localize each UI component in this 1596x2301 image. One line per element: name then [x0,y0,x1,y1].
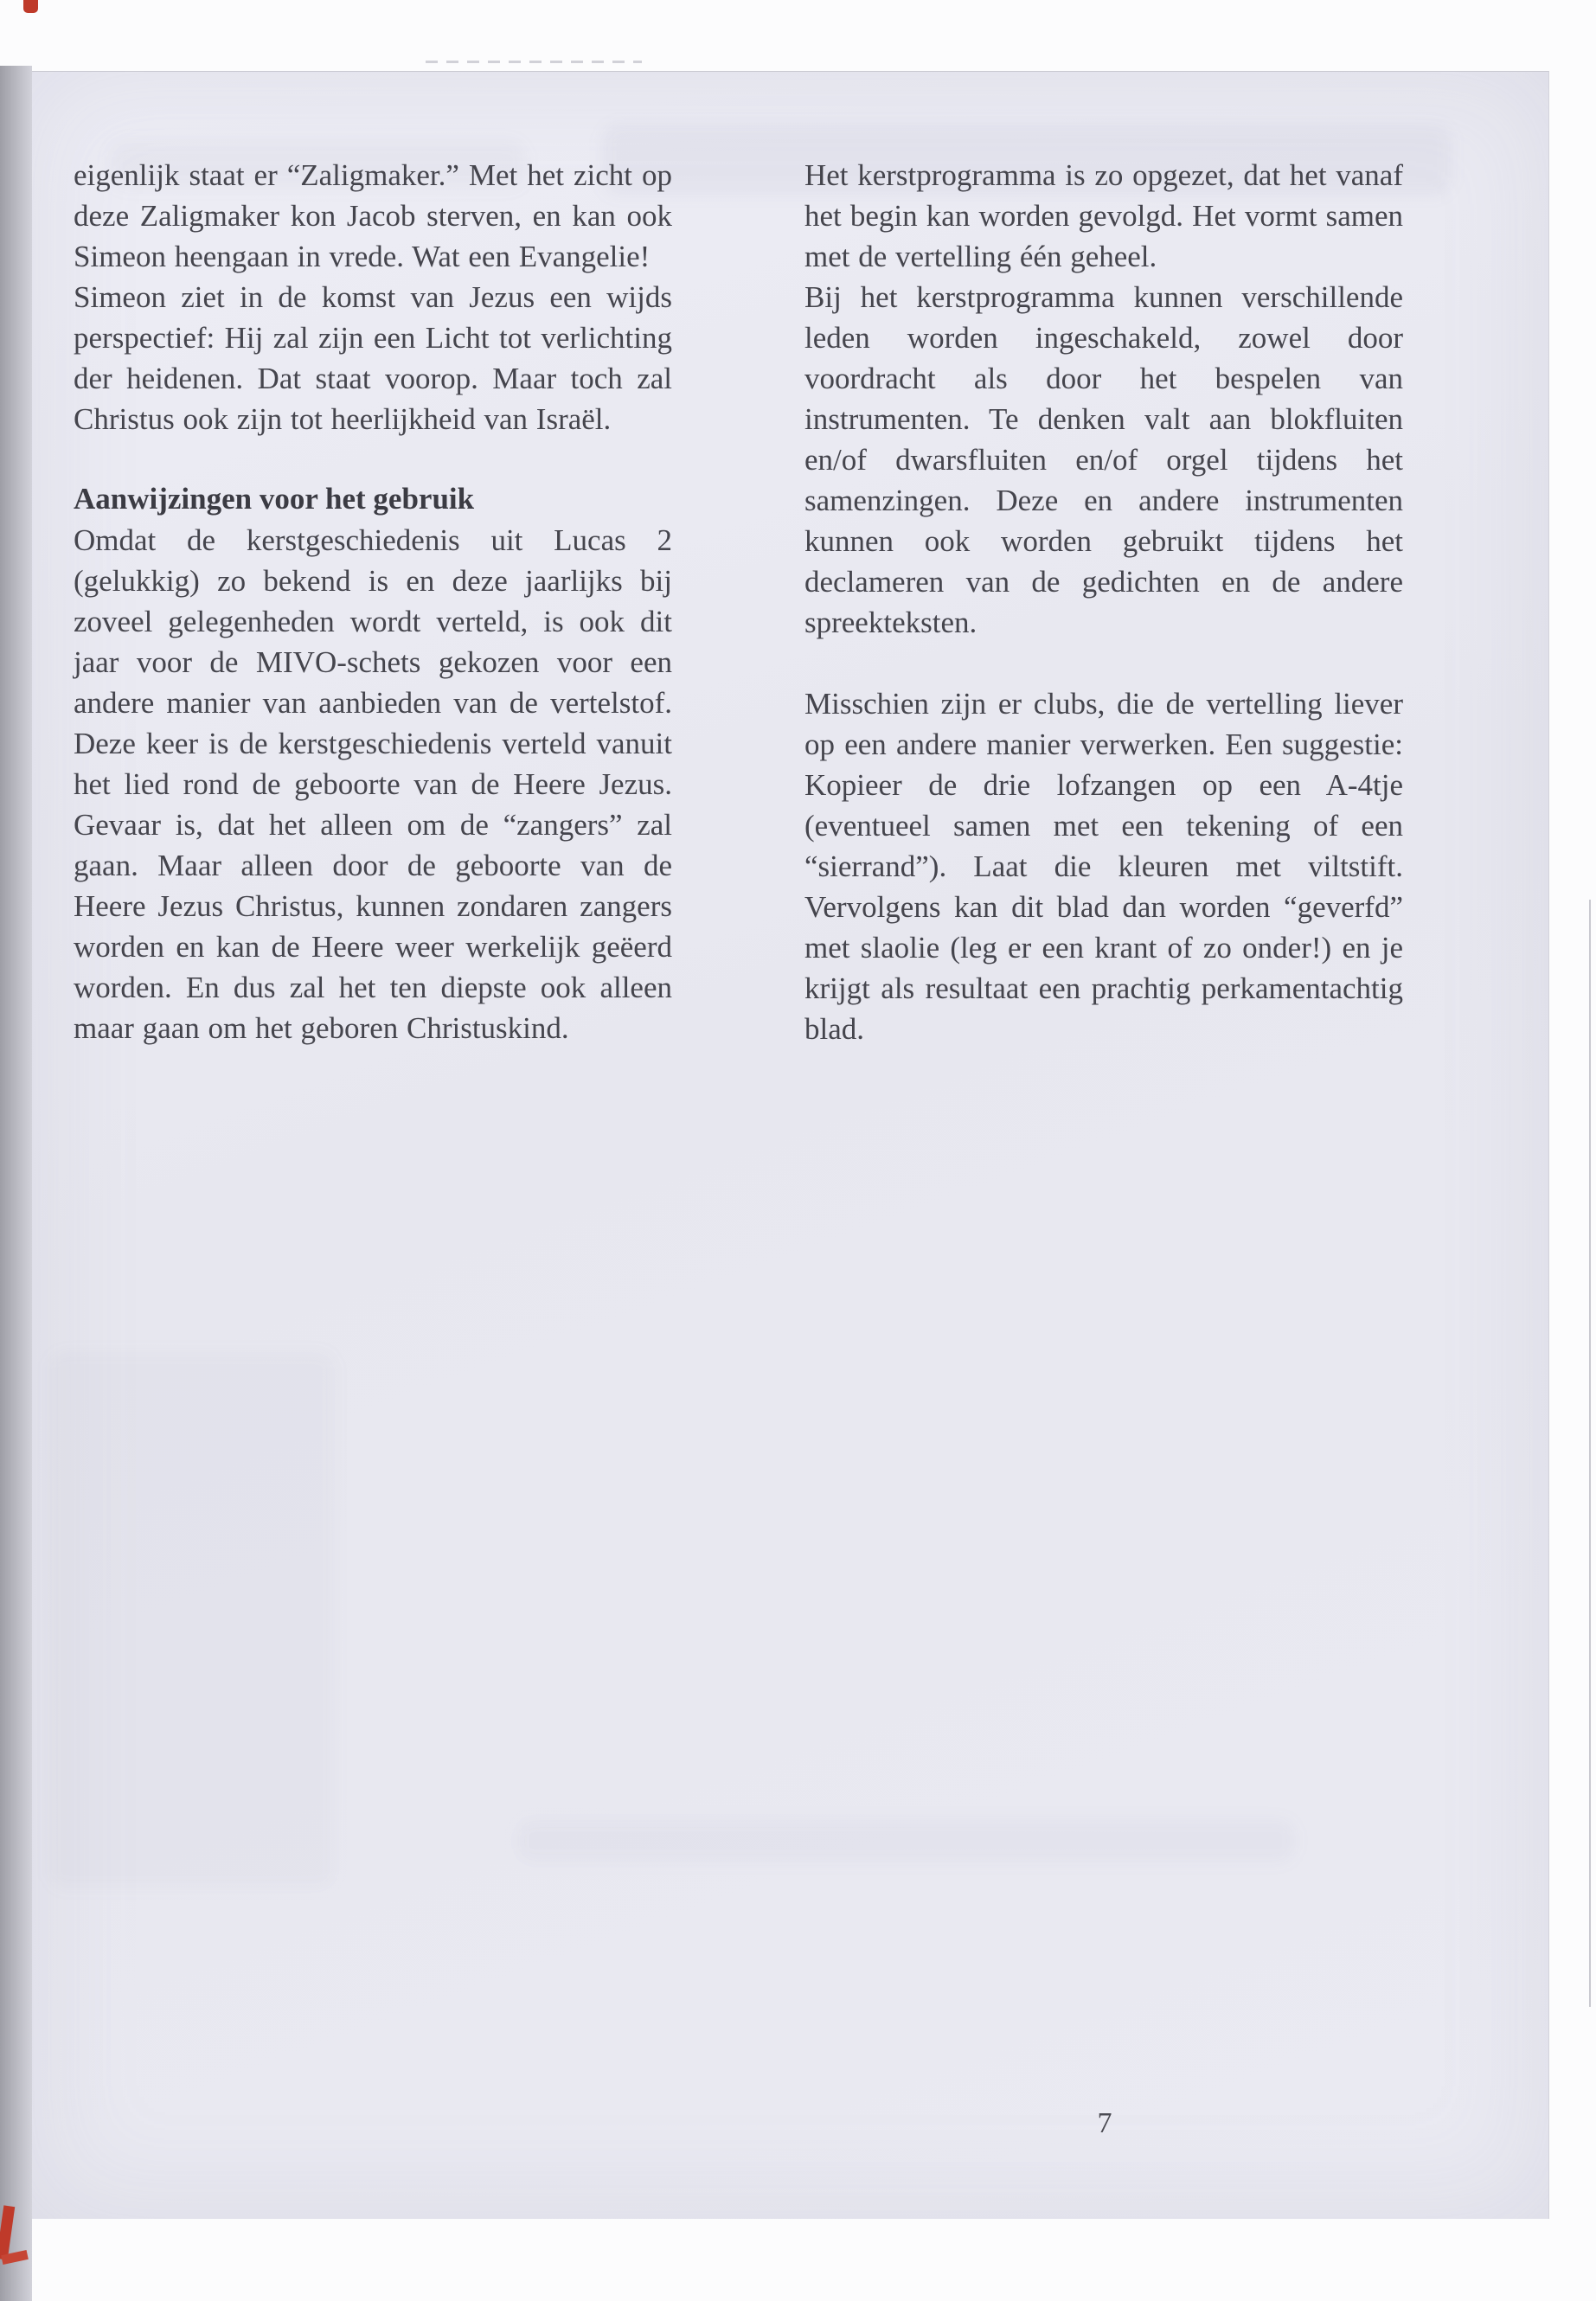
page-number: 7 [1097,2107,1112,2139]
paragraph: Het kerstprogramma is zo opgezet, dat het vanaf het begin kan worden gevolgd. Het vormt samen met de vertelling één geheel. [804,158,1403,273]
red-registration-mark-top [23,0,38,13]
paragraph: Misschien zijn er clubs, die de vertelling liever op een andere manier verwerken. Een suggestie: Kopieer de drie lofzangen op een A-4tje (eventueel samen met een tekening of een “sierrand”). Laat die kleuren met viltstift. Vervolgens kan dit blad dan worden “geverfd” met slaolie (leg er een krant of zo onder!) en je krijgt als resultaat een prachtig perkamentachtig blad. [804,687,1403,1046]
right-column [804,155,1403,1049]
left-column [74,155,672,1049]
bleed-through-artifact [49,1352,335,1888]
scan-artifact-dash [426,61,642,63]
paragraph: eigenlijk staat er “Zaligmaker.” Met het zicht op deze Zaligmaker kon Jacob sterven, en kan ook Simeon heengaan in vrede. Wat een Evangelie! [74,158,672,273]
paragraph: Bij het kerstprogramma kunnen verschillende leden worden ingeschakeld, zowel door voordracht als door het bespelen van instrumenten. Te denken valt aan blokfluiten en/of dwarsfluiten en/of orgel tijdens het samenzingen. Deze en andere instrumenten kunnen ook worden gebruikt tijdens het declameren van de gedichten en de andere spreekteksten. [804,280,1403,639]
page [32,71,1549,2219]
page-spine-shadow [0,66,32,2301]
scan-artifact-hairline [1589,900,1591,2007]
paragraph: Omdat de kerstgeschiedenis uit Lucas 2 (gelukkig) zo bekend is en deze jaarlijks bij zoveel gelegenheden wordt verteld, is ook dit jaar voor de MIVO-schets gekozen voor een andere manier van aanbieden van de vertelstof. Deze keer is de kerstgeschiedenis verteld vanuit het lied rond de geboorte van de Heere Jezus. Gevaar is, dat het alleen om de “zangers” zal gaan. Maar alleen door de geboorte van de Heere Jezus Christus, kunnen zondaren zangers worden en kan de Heere weer werkelijk geëerd worden. En dus zal het ten diepste ook alleen maar gaan om het geboren Christuskind. [74,523,672,1045]
bleed-through-artifact [516,1819,1295,1862]
page-content [74,155,1403,1049]
section-heading: Aanwijzingen voor het gebruik [74,482,475,516]
paragraph: Simeon ziet in de komst van Jezus een wijds perspectief: Hij zal zijn een Licht tot verlichting der heidenen. Dat staat voorop. Maar toch zal Christus ook zijn tot heerlijkheid van Israël. [74,280,672,436]
